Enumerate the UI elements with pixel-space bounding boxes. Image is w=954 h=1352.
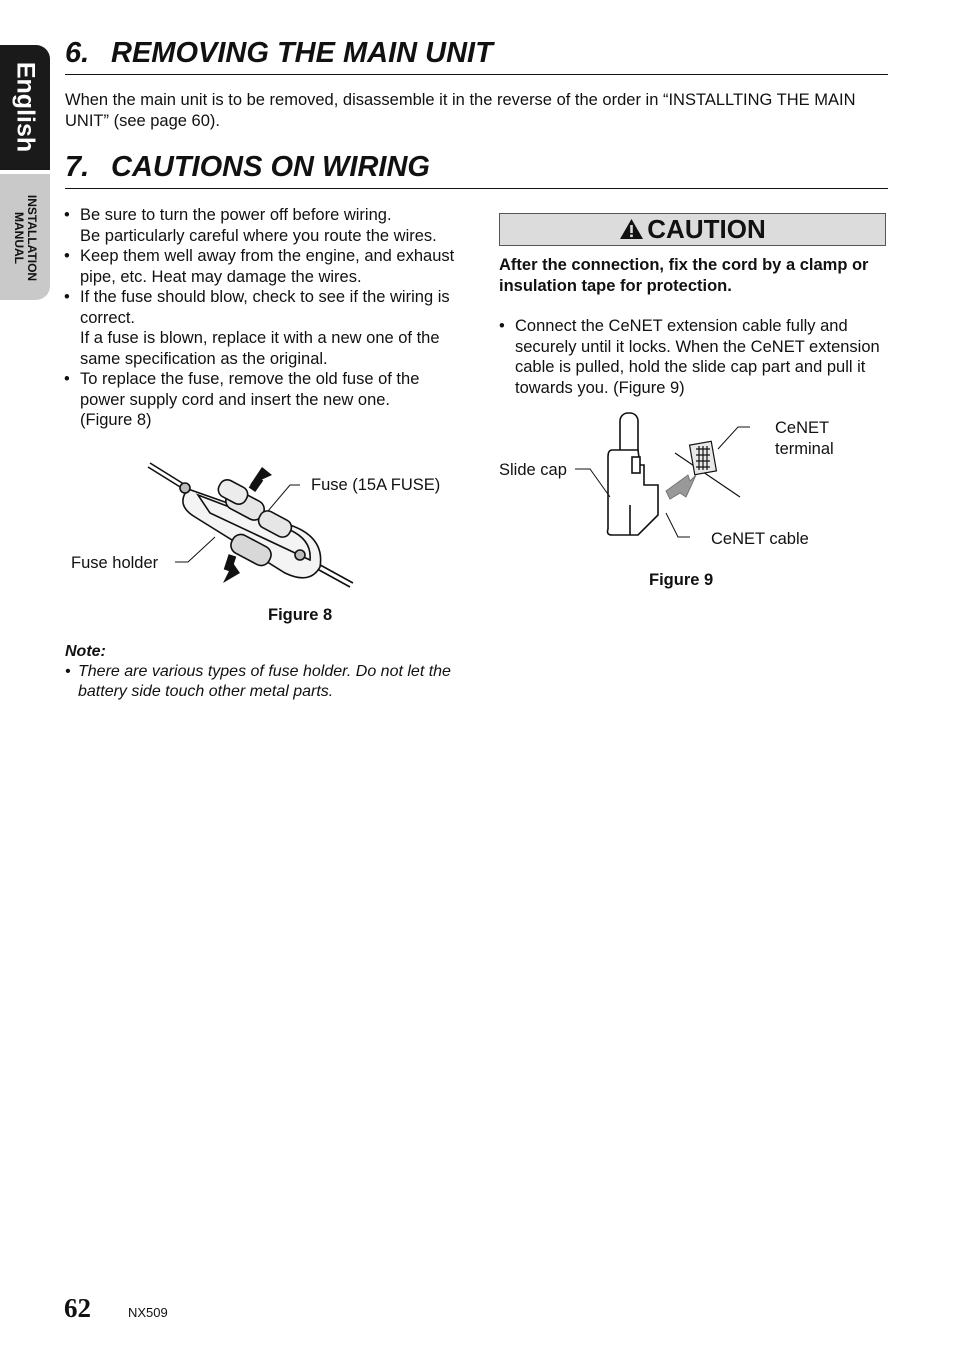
note-text: • There are various types of fuse holder. Do not let the battery side touch other metal parts. <box>65 662 460 702</box>
caution-title: CAUTION <box>647 214 766 244</box>
section-6-heading <box>65 37 888 75</box>
section-7-title: CAUTIONS ON WIRING <box>111 151 430 183</box>
caution-bullet-1: • Connect the CeNET extension cable fully and securely until it locks. When the CeNET extension cable is pulled, hold the slide cap part and pull it towards you. (Figure 9) <box>499 316 889 398</box>
section-7-heading <box>65 151 888 189</box>
figure-8-caption: Figure 8 <box>268 606 333 624</box>
figure-9-terminal-label-line2: terminal <box>775 440 834 458</box>
wiring-bullet-1: • Be sure to turn the power off before wiring. Be particularly careful where you route the wires. <box>64 205 459 246</box>
figure-9-terminal-label-line1: CeNET <box>775 419 830 437</box>
section-6-body: When the main unit is to be removed, disassemble it in the reverse of the order in “INSTALLTING THE MAIN UNIT” (see page 60). <box>65 91 856 130</box>
note-title: Note: <box>65 643 106 660</box>
wiring-bullet-4: • To replace the fuse, remove the old fuse of the power supply cord and insert the new one. (Figure 8) <box>64 369 459 431</box>
wiring-bullet-list <box>64 205 459 431</box>
section-tab-label <box>12 195 38 281</box>
note-block <box>65 642 460 702</box>
section-tab <box>0 174 50 300</box>
figure-8-holder-label: Fuse holder <box>71 554 159 572</box>
wiring-bullet-2: • Keep them well away from the engine, and exhaust pipe, etc. Heat may damage the wires. <box>64 246 459 287</box>
section-tab-line-1: INSTALLATION <box>25 194 39 282</box>
figure-9-cable-label: CeNET cable <box>711 530 809 548</box>
section-6-title: REMOVING THE MAIN UNIT <box>111 37 493 69</box>
section-6-number: 6. <box>65 37 90 69</box>
section-tab-line-2: MANUAL <box>12 212 26 264</box>
caution-bullet-list <box>499 316 889 398</box>
model-number: NX509 <box>128 1305 168 1320</box>
caution-box <box>499 213 886 246</box>
figure-9-caption: Figure 9 <box>649 571 714 589</box>
figure-9-cenet-illustration <box>570 405 755 550</box>
warning-triangle-icon <box>619 218 644 240</box>
language-tab-label: English <box>11 61 40 153</box>
figure-9-slide-cap-label: Slide cap <box>499 461 567 479</box>
figure-8-fuse-label: Fuse (15A FUSE) <box>311 476 441 494</box>
language-tab <box>0 45 50 170</box>
section-7-number: 7. <box>65 151 90 183</box>
caution-bold-text: After the connection, fix the cord by a clamp or insulation tape for protection. <box>499 256 869 295</box>
page-number: 62 <box>64 1293 91 1323</box>
wiring-bullet-3: • If the fuse should blow, check to see if the wiring is correct. If a fuse is blown, replace it with a new one of the same specification as the original. <box>64 287 459 369</box>
